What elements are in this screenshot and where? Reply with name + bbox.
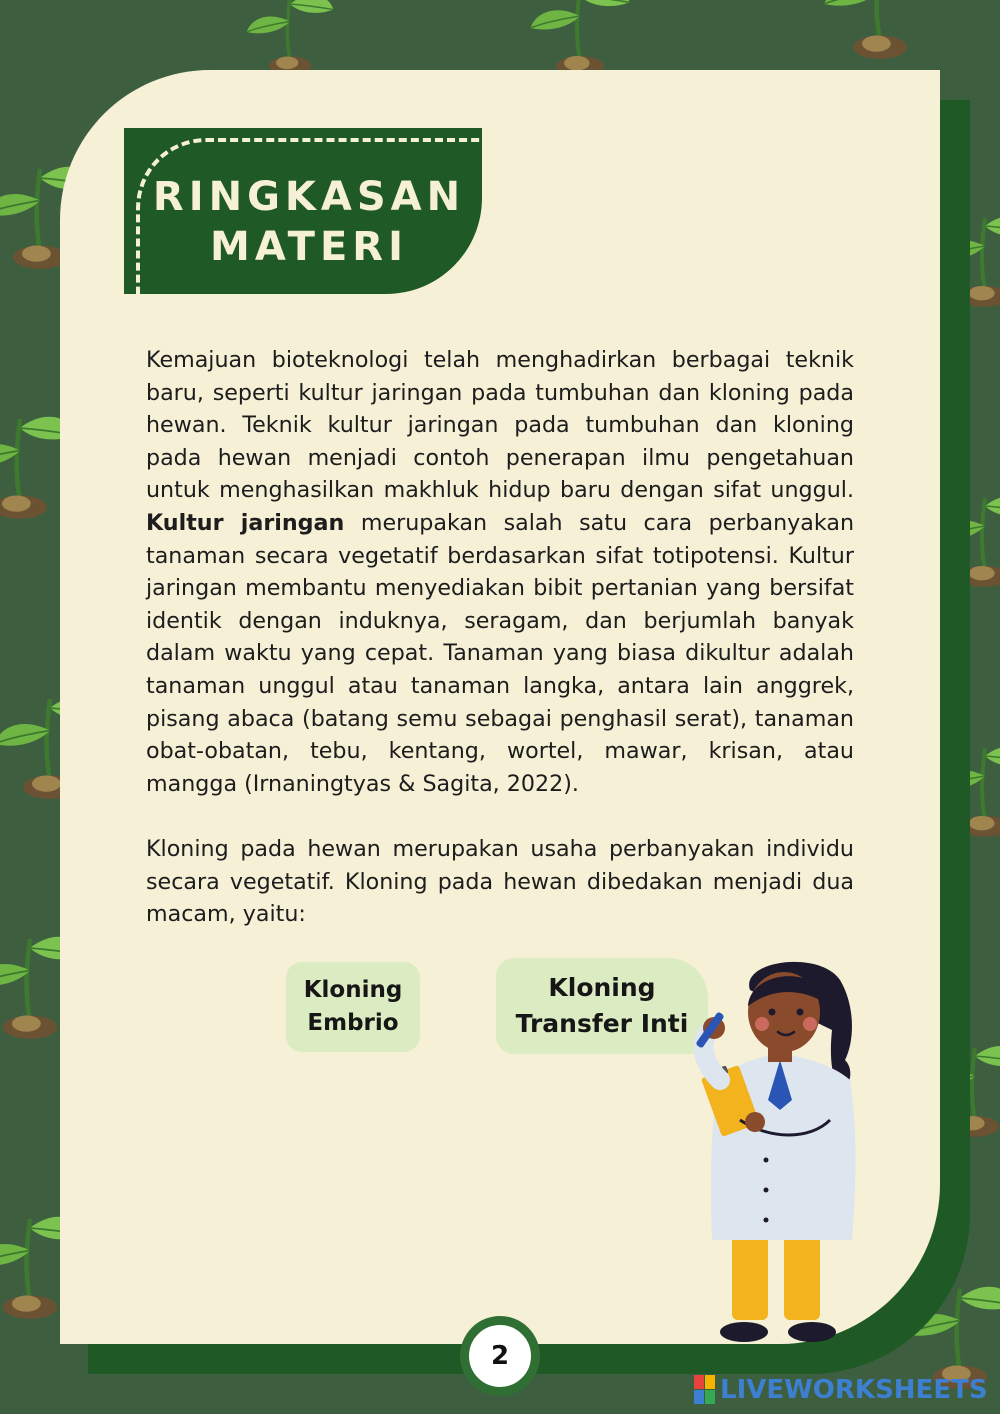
- option-2-line-1: Kloning: [548, 973, 656, 1002]
- option-1-line-2: Embrio: [307, 1010, 399, 1036]
- option-2-line-2: Transfer Inti: [515, 1009, 689, 1038]
- term-kultur-jaringan: Kultur jaringan: [146, 509, 345, 536]
- title-line-1: RINGKASAN: [152, 174, 466, 220]
- paragraph-cloning: Kloning pada hewan merupakan usaha perbanyakan individu secara vegetatif. Kloning pada hewan dibedakan menjadi dua macam, yaitu:: [146, 835, 854, 928]
- page-number: 2: [460, 1316, 540, 1396]
- page-title: [124, 172, 494, 272]
- paragraph-tissue-culture: [146, 344, 854, 800]
- option-1-line-1: Kloning: [303, 977, 403, 1003]
- paragraph-1-intro: Kemajuan bioteknologi telah menghadirkan berbagai teknik baru, seperti kultur jaringan pada tumbuhan dan kloning pada hewan. Teknik kultur jaringan pada tumbuhan dan kloning pada hewan menjadi contoh penerapan ilmu pengetahuan untuk menghasilkan makhluk hidup baru dengan sifat unggul.: [146, 347, 854, 504]
- option-kloning-transfer-inti[interactable]: [496, 958, 708, 1054]
- title-line-2: MATERI: [210, 224, 408, 270]
- paragraph-1-rest: merupakan salah satu cara perbanyakan tanaman secara vegetatif berdasarkan sifat totipotensi. Kultur jaringan membantu menyediakan bibit pertanian yang bersifat identik dengan induknya, seragam, dan berjumlah banyak dalam waktu yang cepat. Tanaman yang biasa dikultur adalah tanaman unggul atau tanaman langka, antara lain anggrek, pisang abaca (batang semu sebagai penghasil serat), tanaman obat-obatan, tebu, kentang, wortel, mawar, krisan, atau mangga (Irnaningtyas & Sagita, 2022).: [146, 509, 855, 797]
- scientist-illustration: [680, 950, 880, 1350]
- liveworksheets-logo-icon: [694, 1375, 716, 1405]
- summary-text: [146, 344, 854, 963]
- option-kloning-embrio[interactable]: [286, 962, 420, 1052]
- liveworksheets-logo: [694, 1372, 990, 1408]
- brand-name: LIVEWORKSHEETS: [720, 1375, 988, 1405]
